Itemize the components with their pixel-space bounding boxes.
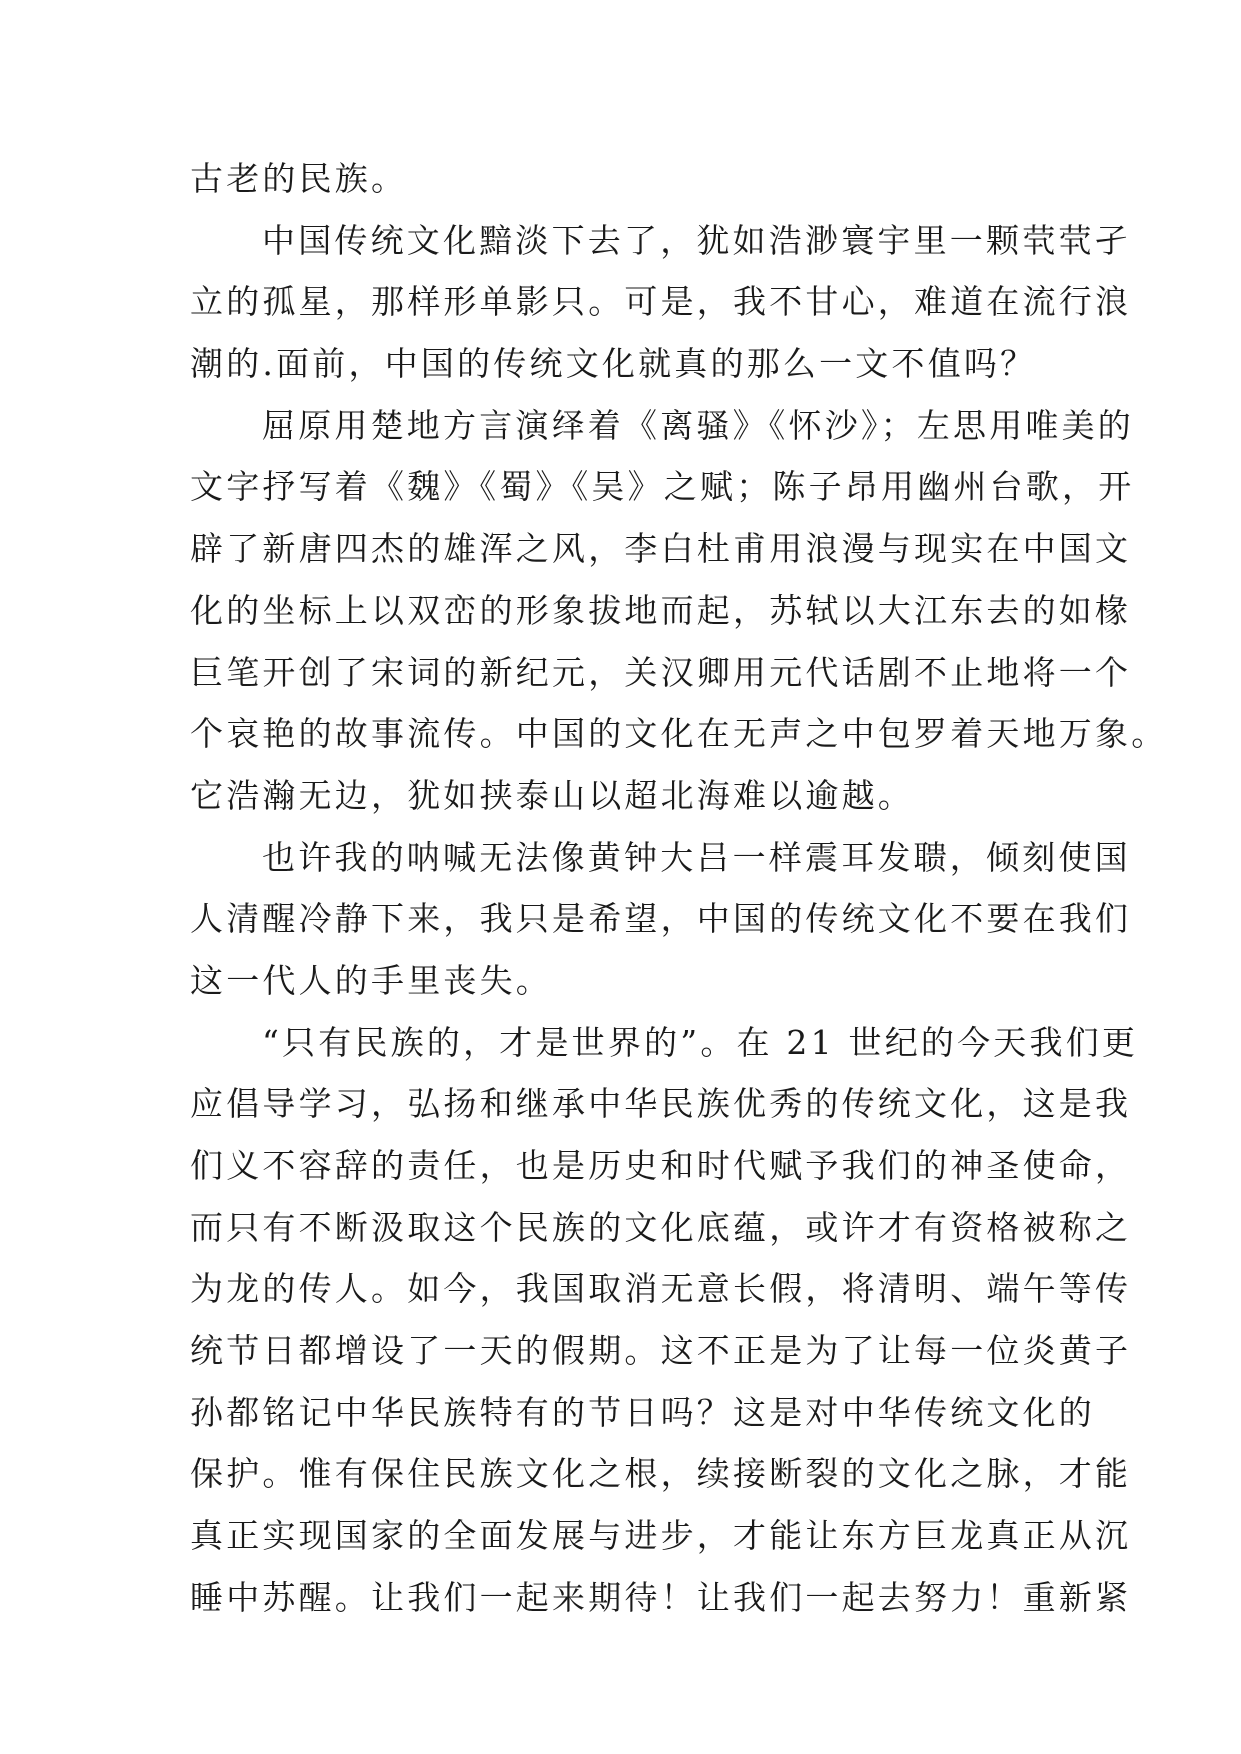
text-line: 巨笔开创了宋词的新纪元，关汉卿用元代话剧不止地将一个 — [190, 652, 1132, 692]
text-line: 潮的.面前，中国的传统文化就真的那么一文不值吗？ — [190, 344, 1037, 384]
text-line: 统节日都增设了一天的假期。这不正是为了让每一位炎黄子 — [190, 1331, 1132, 1371]
text-line: 为龙的传人。如今，我国取消无意长假，将清明、端午等传 — [190, 1269, 1132, 1309]
text-line: 孙都铭记中华民族特有的节日吗？这是对中华传统文化的 — [190, 1392, 1095, 1432]
text-line: 人清醒冷静下来，我只是希望，中国的传统文化不要在我们 — [190, 899, 1132, 939]
text-line: 也许我的呐喊无法像黄钟大吕一样震耳发聩，倾刻使国 — [262, 837, 1131, 877]
text-line: 这一代人的手里丧失。 — [190, 960, 552, 1000]
text-line: 个哀艳的故事流传。中国的文化在无声之中包罗着天地万象。 — [190, 714, 1168, 754]
text-line: “只有民族的，才是世界的”。在 21 世纪的今天我们更 — [262, 1022, 1139, 1062]
text-line: 古老的民族。 — [190, 159, 408, 198]
text-line: 它浩瀚无边，犹如挟泰山以超北海难以逾越。 — [190, 775, 914, 815]
text-line: 屈原用楚地方言演绎着《离骚》《怀沙》；左思用唯美的 — [262, 405, 1134, 445]
text-line: 保护。惟有保住民族文化之根，续接断裂的文化之脉，才能 — [190, 1454, 1132, 1494]
text-line: 化的坐标上以双峦的形象拔地而起，苏轼以大江东去的如椽 — [190, 590, 1132, 630]
body-text — [190, 148, 1168, 1629]
text-line: 睡中苏醒。让我们一起来期待！让我们一起去努力！重新紧 — [190, 1577, 1132, 1617]
text-line: 立的孤星，那样形单影只。可是，我不甘心，难道在流行浪 — [190, 282, 1132, 322]
text-line: 中国传统文化黯淡下去了，犹如浩渺寰宇里一颗茕茕孑 — [262, 220, 1131, 260]
text-line: 真正实现国家的全面发展与进步，才能让东方巨龙真正从沉 — [190, 1516, 1132, 1556]
text-line: 应倡导学习，弘扬和继承中华民族优秀的传统文化，这是我 — [190, 1084, 1132, 1124]
text-line: 文字抒写着《魏》《蜀》《吴》之赋；陈子昂用幽州台歌，开 — [190, 467, 1135, 507]
text-line: 们义不容辞的责任，也是历史和时代赋予我们的神圣使命， — [190, 1146, 1132, 1185]
text-line: 辟了新唐四杰的雄浑之风，李白杜甫用浪漫与现实在中国文 — [190, 529, 1132, 569]
text-line: 而只有不断汲取这个民族的文化底蕴，或许才有资格被称之 — [190, 1207, 1132, 1247]
